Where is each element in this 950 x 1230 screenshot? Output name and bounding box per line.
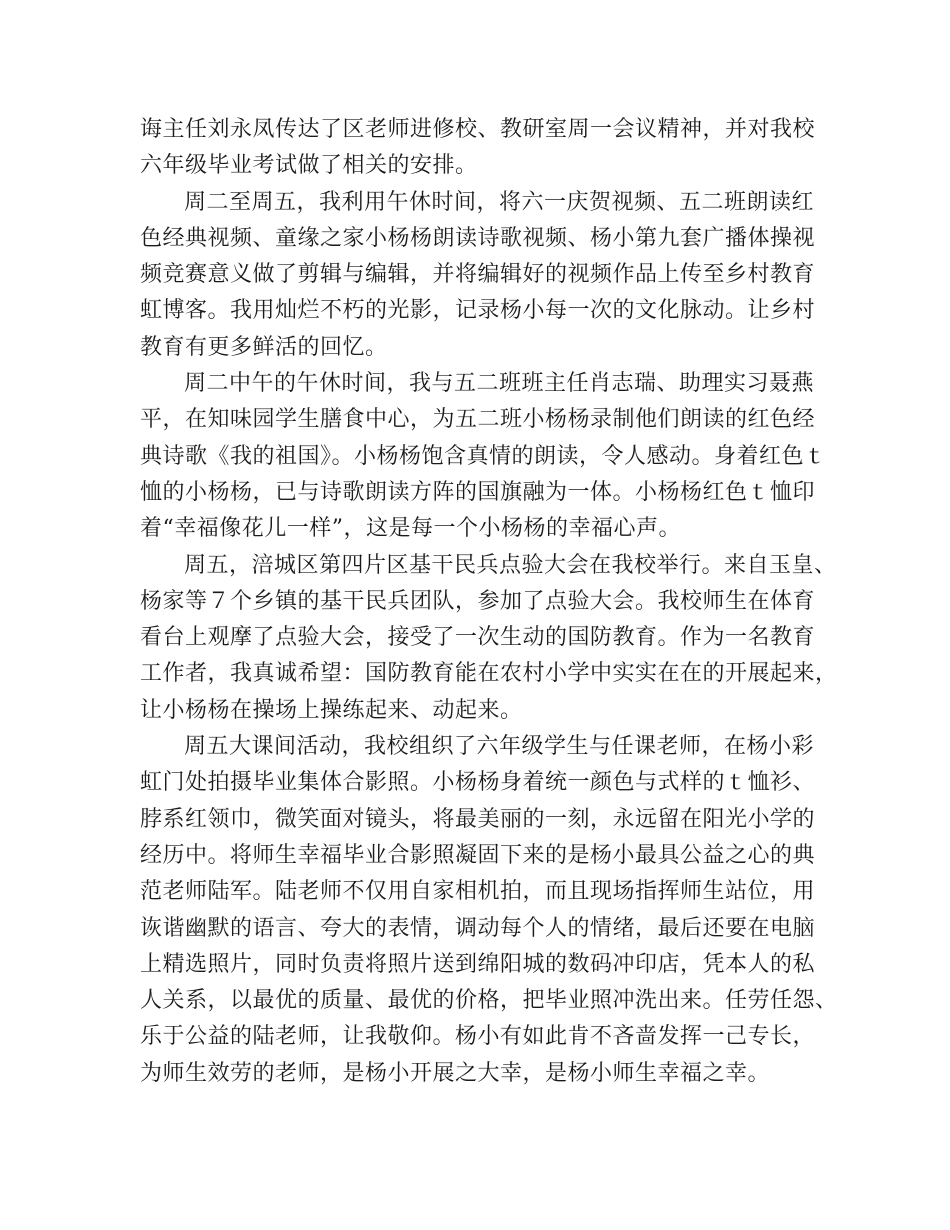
text-line: 为师生效劳的老师，是杨小开展之大幸，是杨小师生幸福之幸。 xyxy=(140,1060,771,1086)
text-line: 看台上观摩了点验大会，接受了一次生动的国防教育。作为一名教育 xyxy=(140,625,816,651)
text-line: 工作者，我真诚希望：国防教育能在农村小学中实实在在的开展起来， xyxy=(140,661,838,687)
text-line: 脖系红领巾，微笑面对镜头，将最美丽的一刻，永远留在阳光小学的 xyxy=(140,806,816,832)
document-body xyxy=(140,112,840,1092)
paragraph-start-line: 周五，涪城区第四片区基干民兵点验大会在我校举行。来自玉皇、 xyxy=(184,552,837,578)
text-line: 杨家等７个乡镇的基干民兵团队，参加了点验大会。我校师生在体育 xyxy=(140,588,816,614)
text-line: 人关系，以最优的质量、最优的价格，把毕业照冲洗出来。任劳任怨、 xyxy=(140,988,838,1014)
text-line: 典诗歌《我的祖国》。小杨杨饱含真情的朗读，令人感动。身着红色ｔ xyxy=(140,443,827,469)
text-line: 经历中。将师生幸福毕业合影照凝固下来的是杨小最具公益之心的典 xyxy=(140,842,816,868)
text-line: 虹门处拍摄毕业集体合影照。小杨杨身着统一颜色与式样的ｔ恤衫、 xyxy=(140,770,816,796)
text-line: 色经典视频、童缘之家小杨杨朗读诗歌视频、杨小第九套广播体操视 xyxy=(140,225,816,251)
paragraph-start-line: 周五大课间活动，我校组织了六年级学生与任课老师，在杨小彩 xyxy=(184,734,815,760)
text-line: 平，在知味园学生膳食中心，为五二班小杨杨录制他们朗读的红色经 xyxy=(140,407,816,433)
text-line: 教育有更多鲜活的回忆。 xyxy=(140,334,388,360)
text-line: 诲主任刘永凤传达了区老师进修校、教研室周一会议精神，并对我校 xyxy=(140,117,816,142)
text-line: 范老师陆军。陆老师不仅用自家相机拍，而且现场指挥师生站位，用 xyxy=(140,879,816,905)
text-line: 虹博客。我用灿烂不朽的光影，记录杨小每一次的文化脉动。让乡村 xyxy=(140,298,816,324)
paragraph-start-line: 周二中午的午休时间，我与五二班班主任肖志瑞、助理实习聂燕 xyxy=(184,371,815,397)
text-line: 让小杨杨在操场上操练起来、动起来。 xyxy=(140,697,523,723)
text-line: 恤的小杨杨，已与诗歌朗读方阵的国旗融为一体。小杨杨红色ｔ恤印 xyxy=(140,479,816,505)
text-line: 上精选照片，同时负责将照片送到绵阳城的数码冲印店，凭本人的私 xyxy=(140,951,816,977)
text-line: 乐于公益的陆老师，让我敬仰。杨小有如此肯不吝啬发挥一己专长， xyxy=(140,1024,816,1050)
text-line: 六年级毕业考试做了相关的安排。 xyxy=(140,153,478,179)
text-line: 诙谐幽默的语言、夸大的表情，调动每个人的情绪，最后还要在电脑 xyxy=(140,915,816,941)
paragraph-start-line: 周二至周五，我利用午休时间，将六一庆贺视频、五二班朗读红 xyxy=(184,189,815,215)
text-line: 着“幸福像花儿一样”，这是每一个小杨杨的幸福心声。 xyxy=(140,516,681,542)
text-line: 频竞赛意义做了剪辑与编辑，并将编辑好的视频作品上传至乡村教育 xyxy=(140,262,816,288)
